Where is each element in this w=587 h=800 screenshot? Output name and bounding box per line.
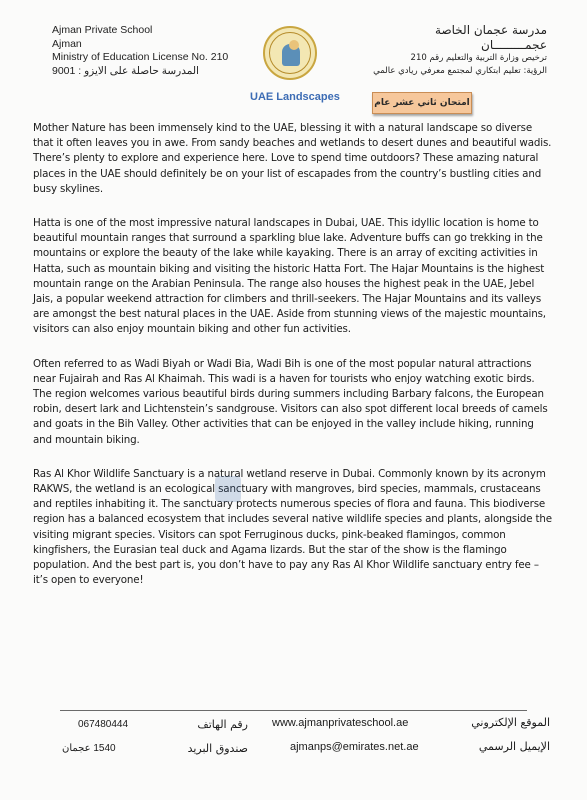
license-en: Ministry of Education License No. 210: [52, 51, 229, 63]
paragraph-wadi-bih: Often referred to as Wadi Biyah or Wadi Bia, Wadi Bih is one of the most popular natural attractions near Fujairah and Ras Al Khaimah. This wadi is a haven for tourists who enjoy watching exotic birds. The region welcomes various beautiful birds during summers including Barbary falcons, the European robin, desert lark and Lichtenstein’s sandgrouse. Visitors can also spot different local breeds of camels and goats in the Bih Valley. Other activities that can be enjoyed in the valley include hiking, running and mountain biking.: [33, 357, 548, 446]
email-label: الإيميل الرسمي: [478, 740, 550, 753]
city-ar: عجمـــــــــان: [481, 38, 547, 52]
iso-note: المدرسة حاصلة على الايزو : 9001: [52, 64, 199, 77]
website-link[interactable]: www.ajmanprivateschool.ae: [272, 716, 409, 729]
phone-value: 067480444: [78, 719, 129, 730]
school-name-en: Ajman Private School: [52, 24, 153, 36]
footer-email: [290, 740, 550, 753]
school-name-ar: مدرسة عجمان الخاصة: [435, 23, 547, 37]
header-arabic-block: [373, 22, 547, 78]
license-ar: ترخيص وزارة التربية والتعليم رقم 210: [410, 53, 547, 63]
paragraph-hatta: Hatta is one of the most impressive natural landscapes in Dubai, UAE. This idyllic location is home to beautiful mountain ranges that surround a sparkling blue lake. Adventure buffs can go trekking in the mountains or explore the beauty of the lake while kayaking. There is an array of exciting activities in Hatta, such as mountain biking and visiting the historic Hatta Fort. The Hajar Mountains is the highest mountain range on the Arabian Peninsula. The range also houses the highest peak in the UAE, Jebel Jais, a popular weekend attraction for climbers and thrill-seekers. The Hajar Mountains and its valleys are amongst the best natural places in the UAE. Aside from stunning views of the majestic mountains, visitors can also enjoy mountain biking and other fun activities.: [33, 217, 546, 336]
school-crest-icon: [263, 26, 317, 80]
email-link[interactable]: ajmanps@emirates.net.ae: [290, 740, 419, 753]
footer-divider: [60, 710, 527, 711]
pobox-label: صندوق البريد: [187, 742, 248, 755]
header-english-block: [52, 24, 228, 78]
exam-badge: امتحان ثاني عشر عام: [372, 92, 472, 114]
footer-website: [272, 716, 550, 729]
vision-ar: الرؤية: تعليم ابتكاري لمجتمع معرفي ريادي عالمي: [373, 66, 547, 76]
paragraph-ras-al-khor: Ras Al Khor Wildlife Sanctuary is a natural wetland reserve in Dubai. Commonly known by its acronym RAKWS, the wetland is an ecological sanctuary with mangroves, bird species, mammals, crustaceans and reptiles inhabiting it. The sanctuary protects numerous species of flora and fauna. This biodiverse region has a balanced ecosystem that includes several native wildlife species and plants, alongside the visiting migrant species. Visitors can spot Ferruginous ducks, pink-beaked flamingos, common kingfishers, the Eurasian teal duck and Agama lizards. But the star of the show is the flamingo population. And the best part is, you don’t have to pay any Ras Al Khor Wildlife sanctuary entry fee – it’s open to everyone!: [33, 467, 552, 587]
footer-pobox: [62, 742, 248, 755]
city-en: Ajman: [52, 37, 82, 50]
phone-label: رقم الهاتف: [197, 718, 248, 731]
reading-passage: [33, 121, 555, 607]
paragraph-intro: Mother Nature has been immensely kind to the UAE, blessing it with a natural landscape so diverse that it often leaves you in awe. From sandy beaches and wetlands to desert dunes and beautiful wadis. There’s plenty to explore and experience here. Love to spend time outdoors? These amazing natural places in the UAE should definitely be on your list of escapades from the country’s bustling cities and busy skylines.: [33, 122, 552, 195]
document-title: UAE Landscapes: [250, 91, 340, 103]
pobox-value: 1540 عجمان: [62, 743, 116, 754]
website-label: الموقع الإلكتروني: [471, 716, 550, 729]
footer-phone: [78, 718, 248, 731]
